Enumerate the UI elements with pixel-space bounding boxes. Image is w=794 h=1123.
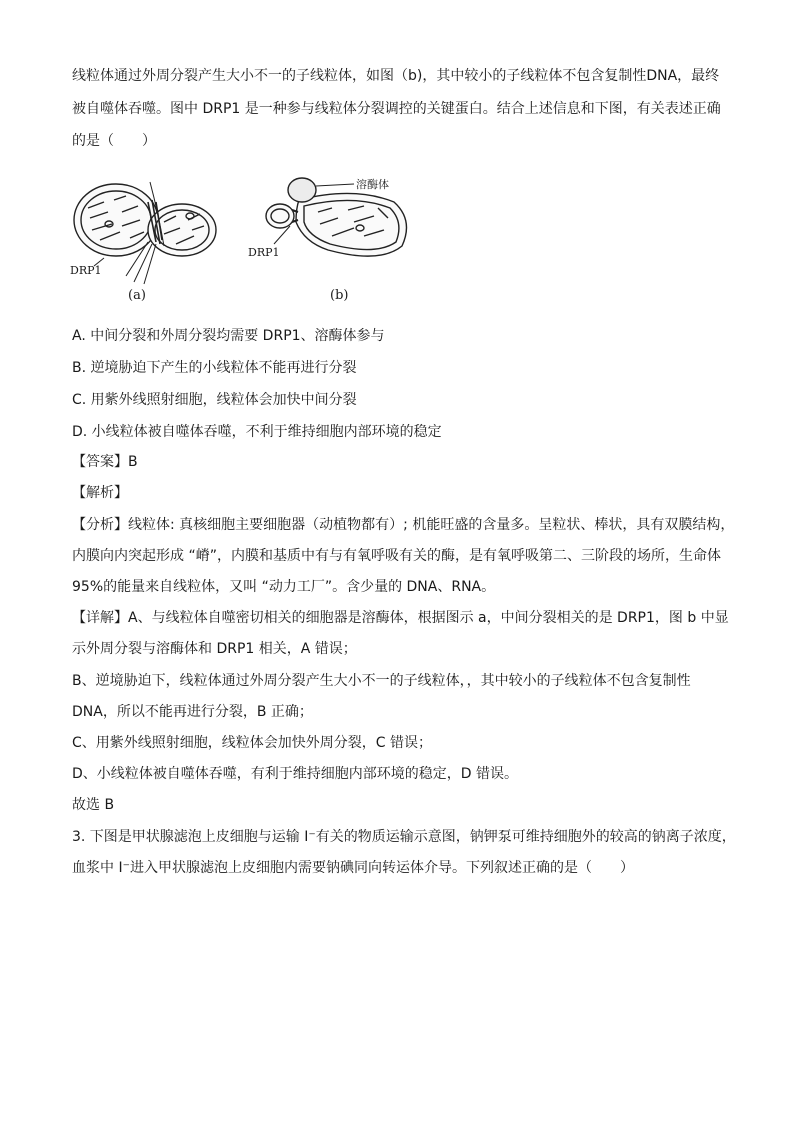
- mitochondria-division-figure: [64, 172, 424, 312]
- stem-line-3: 的是（ ）: [72, 133, 156, 149]
- question3-line-1: 3. 下图是甲状腺滤泡上皮细胞与运输 I⁻有关的物质运输示意图，钠钾泵可维持细胞外的较高的钠离子浓度，: [72, 829, 736, 845]
- analysis-heading: 【解析】: [72, 485, 128, 501]
- analysis-line-2: 内膜向内突起形成 “嵴”，内膜和基质中有与有氧呼吸有关的酶，是有氧呼吸第二、三阶段的场所，生命体: [72, 548, 721, 564]
- option-c: C. 用紫外线照射细胞，线粒体会加快中间分裂: [72, 392, 357, 408]
- detail-line-2: 示外周分裂与溶酶体和 DRP1 相关，A 错误；: [72, 641, 357, 657]
- detail-line-1: 【详解】A、与线粒体自噬密切相关的细胞器是溶酶体，根据图示 a，中间分裂相关的是 DRP1，图 b 中显: [72, 610, 729, 626]
- stem-line-1: 线粒体通过外周分裂产生大小不一的子线粒体，如图（b)，其中较小的子线粒体不包含复制性DNA，最终: [72, 68, 720, 84]
- mitochondria-illustration: [64, 172, 424, 312]
- detail-line-3: B、逆境胁迫下，线粒体通过外周分裂产生大小不一的子线粒体，，其中较小的子线粒体不包含复制性: [72, 673, 691, 689]
- analysis-line-3: 95%的能量来自线粒体，又叫 “动力工厂”。含少量的 DNA、RNA。: [72, 579, 496, 595]
- option-a: A. 中间分裂和外周分裂均需要 DRP1、溶酶体参与: [72, 328, 385, 344]
- detail-line-4: DNA，所以不能再进行分裂，B 正确；: [72, 704, 313, 720]
- answer-line: 【答案】B: [72, 454, 138, 470]
- question3-line-2: 血浆中 I⁻进入甲状腺滤泡上皮细胞内需要钠碘同向转运体介导。下列叙述正确的是（ ）: [72, 860, 634, 876]
- drp1-label-b: DRP1: [248, 246, 280, 259]
- detail-line-6: D、小线粒体被自噬体吞噬，有利于维持细胞内部环境的稳定，D 错误。: [72, 766, 519, 782]
- option-b: B. 逆境胁迫下产生的小线粒体不能再进行分裂: [72, 360, 357, 376]
- stem-line-2: 被自噬体吞噬。图中 DRP1 是一种参与线粒体分裂调控的关键蛋白。结合上述信息和下图，有关表述正确: [72, 101, 721, 117]
- analysis-line-1: 【分析】线粒体: 真核细胞主要细胞器（动植物都有）; 机能旺盛的含量多。呈粒状、棒状，具有双膜结构，: [72, 517, 735, 533]
- lysosome-label: 溶酶体: [356, 178, 389, 191]
- detail-conclusion: 故选 B: [72, 797, 115, 813]
- figure-caption-a: (a): [128, 288, 146, 303]
- option-d: D. 小线粒体被自噬体吞噬，不利于维持细胞内部环境的稳定: [72, 424, 442, 440]
- drp1-label-a: DRP1: [70, 264, 102, 277]
- detail-line-5: C、用紫外线照射细胞，线粒体会加快外周分裂，C 错误；: [72, 735, 432, 751]
- figure-caption-b: (b): [330, 288, 349, 303]
